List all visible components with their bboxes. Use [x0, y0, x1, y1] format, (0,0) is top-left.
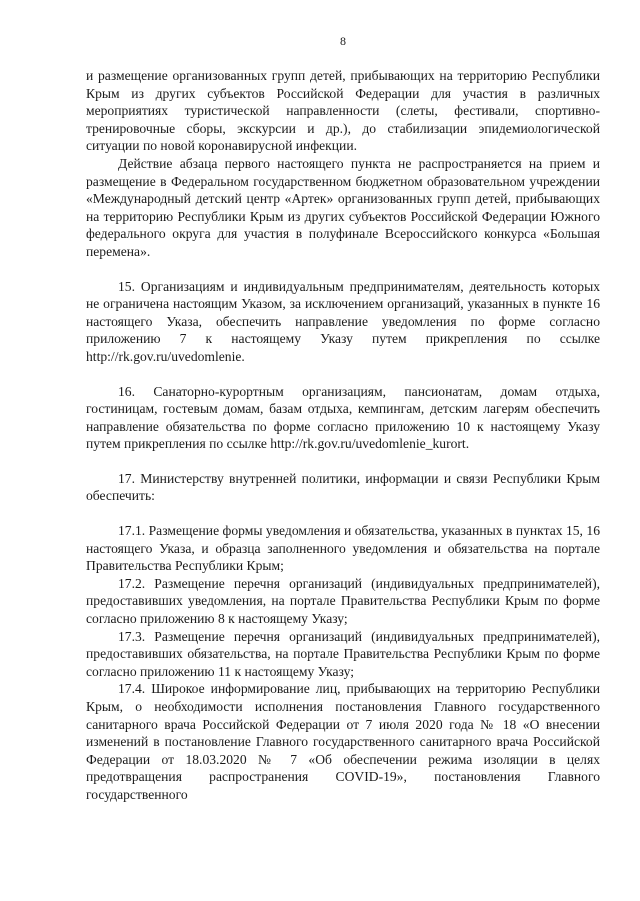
paragraph-item-16: 16. Санаторно-курортным организациям, пансионатам, домам отдыха, гостиницам, гостевым домам, базам отдыха, кемпингам, детским лагерям обеспечить направление обязательства по форме согласно приложению 10 к настоящему Указу путем прикрепления по ссылке http://rk.gov.ru/uvedomlenie_kurort. [86, 383, 600, 452]
spacer [86, 261, 600, 278]
paragraph-item-17: 17. Министерству внутренней политики, информации и связи Республики Крым обеспечить: [86, 470, 600, 504]
paragraph-item-17-1: 17.1. Размещение формы уведомления и обязательства, указанных в пунктах 15, 16 настоящего Указа, и образца заполненного уведомления и обязательства на портале Правительства Республики Крым; [86, 523, 600, 574]
spacer [86, 366, 600, 383]
paragraph-item-17-2: 17.2. Размещение перечня организаций (индивидуальных предпринимателей), предоставивших уведомления, на портале Правительства Республики Крым по форме согласно приложению 8 к настоящему Указу; [86, 575, 600, 627]
paragraph-item-15: 15. Организациям и индивидуальным предпринимателям, деятельность которых не ограничена настоящим Указом, за исключением организаций, указанных в пункте 16 настоящего Указа, обеспечить направление уведомления по форме согласно приложению 7 к настоящему Указу путем прикрепления по ссылке http://rk.gov.ru/uvedomlenie. [86, 278, 600, 364]
paragraph-intro-continuation: и размещение организованных групп детей, прибывающих на территорию Республики Крым из других субъектов Российской Федерации для участия в различных мероприятиях туристической направленности (слеты, фестивали, спортивно-тренировочные сборы, экскурсии и др.), до стабилизации эпидемиологической ситуации по новой коронавирусной инфекции. [86, 68, 600, 154]
paragraph-artek-exception: Действие абзаца первого настоящего пункта не распространяется на прием и размещение в Федеральном государственном бюджетном образовательном учреждении «Международный детский центр «Артек» организованных групп детей, прибывающих на территорию Республики Крым из других субъектов Российской Федерации Южного федерального округа для участия в полуфинале Всероссийского конкурса «Большая перемена». [86, 155, 600, 259]
spacer [86, 453, 600, 470]
page-number: 8 [340, 34, 346, 48]
spacer [86, 505, 600, 522]
paragraph-item-17-3: 17.3. Размещение перечня организаций (индивидуальных предпринимателей), предоставивших обязательства, на портале Правительства Республики Крым по форме согласно приложению 11 к настоящему Указу; [86, 628, 600, 679]
paragraph-item-17-4: 17.4. Широкое информирование лиц, прибывающих на территорию Республики Крым, о необходимости исполнения постановления Главного государственного санитарного врача Российской Федерации от 7 июля 2020 года № 18 «О внесении изменений в постановление Главного государственного санитарного врача Российской Федерации от 18.03.2020 № 7 «Об обеспечении режима изоляции в целях предотвращения распространения COVID-19», постановления Главного государственного [86, 681, 600, 802]
